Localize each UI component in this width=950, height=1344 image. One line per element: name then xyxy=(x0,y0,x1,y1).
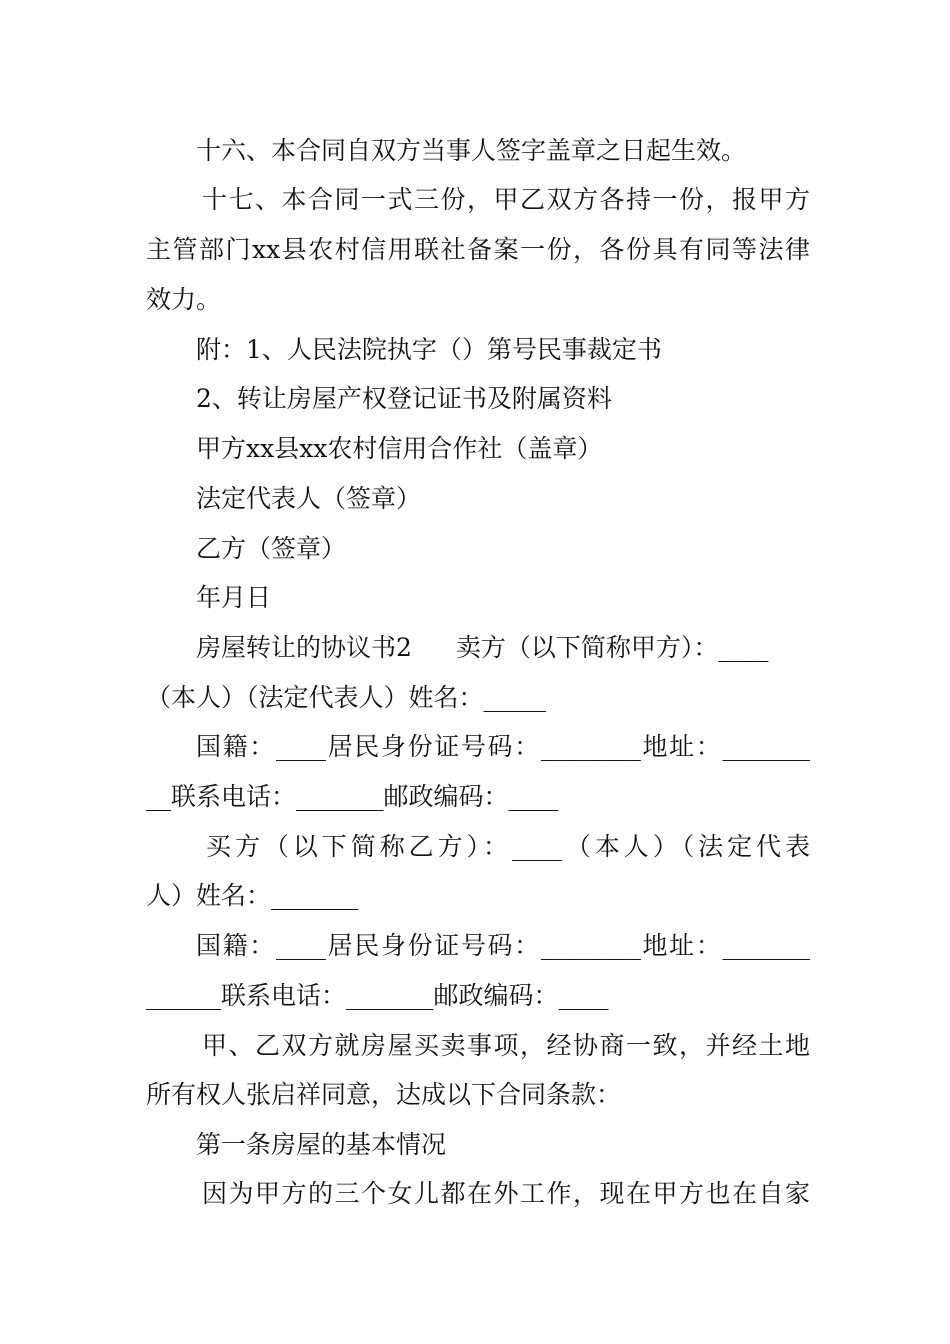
agreement-terms-line-1 xyxy=(146,1026,810,1066)
agreement-2-title: 房屋转让的协议书2 xyxy=(196,633,412,662)
seller-id-line xyxy=(146,727,810,767)
attachment-2 xyxy=(146,379,810,419)
buyer-intro-text: 买方（以下简称乙方）：____（本人）（法定代表 xyxy=(206,832,810,861)
buyer-id-line xyxy=(146,926,810,966)
seller-id-text: 国籍：____居民身份证号码：________地址：_______ xyxy=(196,732,810,761)
attachment-1-text: 附：1、人民法院执字（）第号民事裁定书 xyxy=(196,335,662,364)
clause-17-text-2: 主管部门xx县农村信用联社备案一份，各份具有同等法律 xyxy=(146,235,810,264)
clause-17-line-1 xyxy=(146,180,810,220)
party-b-sign-text: 乙方（签章） xyxy=(196,534,347,563)
legal-representative-sign xyxy=(146,479,810,519)
buyer-contact-text: ______联系电话：_______邮政编码：____ xyxy=(146,981,609,1010)
seller-intro: 卖方（以下简称甲方）：____ xyxy=(455,633,769,662)
agreement-2-heading-line xyxy=(146,628,810,668)
article-1-heading xyxy=(146,1125,810,1165)
article-1-body-line-1 xyxy=(146,1174,810,1214)
seller-contact-line xyxy=(146,777,810,817)
attachment-2-text: 2、转让房屋产权登记证书及附属资料 xyxy=(196,384,612,413)
party-b-sign xyxy=(146,529,810,569)
buyer-name-line xyxy=(146,876,810,916)
date-line xyxy=(146,578,810,618)
attachment-1 xyxy=(146,330,810,370)
clause-17-line-3 xyxy=(146,280,810,320)
clause-17-text-3: 效力。 xyxy=(146,285,222,314)
seller-name-line xyxy=(146,678,810,718)
agreement-terms-line-2 xyxy=(146,1075,810,1115)
date-text: 年月日 xyxy=(196,583,272,612)
clause-16 xyxy=(146,131,810,171)
seller-name-text: （本人）（法定代表人）姓名：_____ xyxy=(146,683,547,712)
clause-16-text: 十六、本合同自双方当事人签字盖章之日起生效。 xyxy=(196,136,747,165)
buyer-id-text: 国籍：____居民身份证号码：________地址：_______ xyxy=(196,931,810,960)
article-1-body-text-1: 因为甲方的三个女儿都在外工作，现在甲方也在自家 xyxy=(202,1179,810,1208)
buyer-name-text: 人）姓名：_______ xyxy=(146,881,359,910)
seller-contact-text: __联系电话：_______邮政编码：____ xyxy=(146,782,559,811)
article-1-heading-text: 第一条房屋的基本情况 xyxy=(196,1130,447,1159)
buyer-contact-line xyxy=(146,976,810,1016)
party-a-seal xyxy=(146,429,810,469)
clause-17-text-1: 十七、本合同一式三份，甲乙双方各持一份，报甲方 xyxy=(202,185,810,214)
agreement-terms-text-2: 所有权人张启祥同意，达成以下合同条款： xyxy=(146,1080,622,1109)
legal-representative-text: 法定代表人（签章） xyxy=(196,484,422,513)
agreement-terms-text-1: 甲、乙双方就房屋买卖事项，经协商一致，并经土地 xyxy=(202,1031,810,1060)
clause-17-line-2 xyxy=(146,230,810,270)
buyer-intro-line xyxy=(146,827,810,867)
party-a-seal-text: 甲方xx县xx农村信用合作社（盖章） xyxy=(196,434,603,463)
